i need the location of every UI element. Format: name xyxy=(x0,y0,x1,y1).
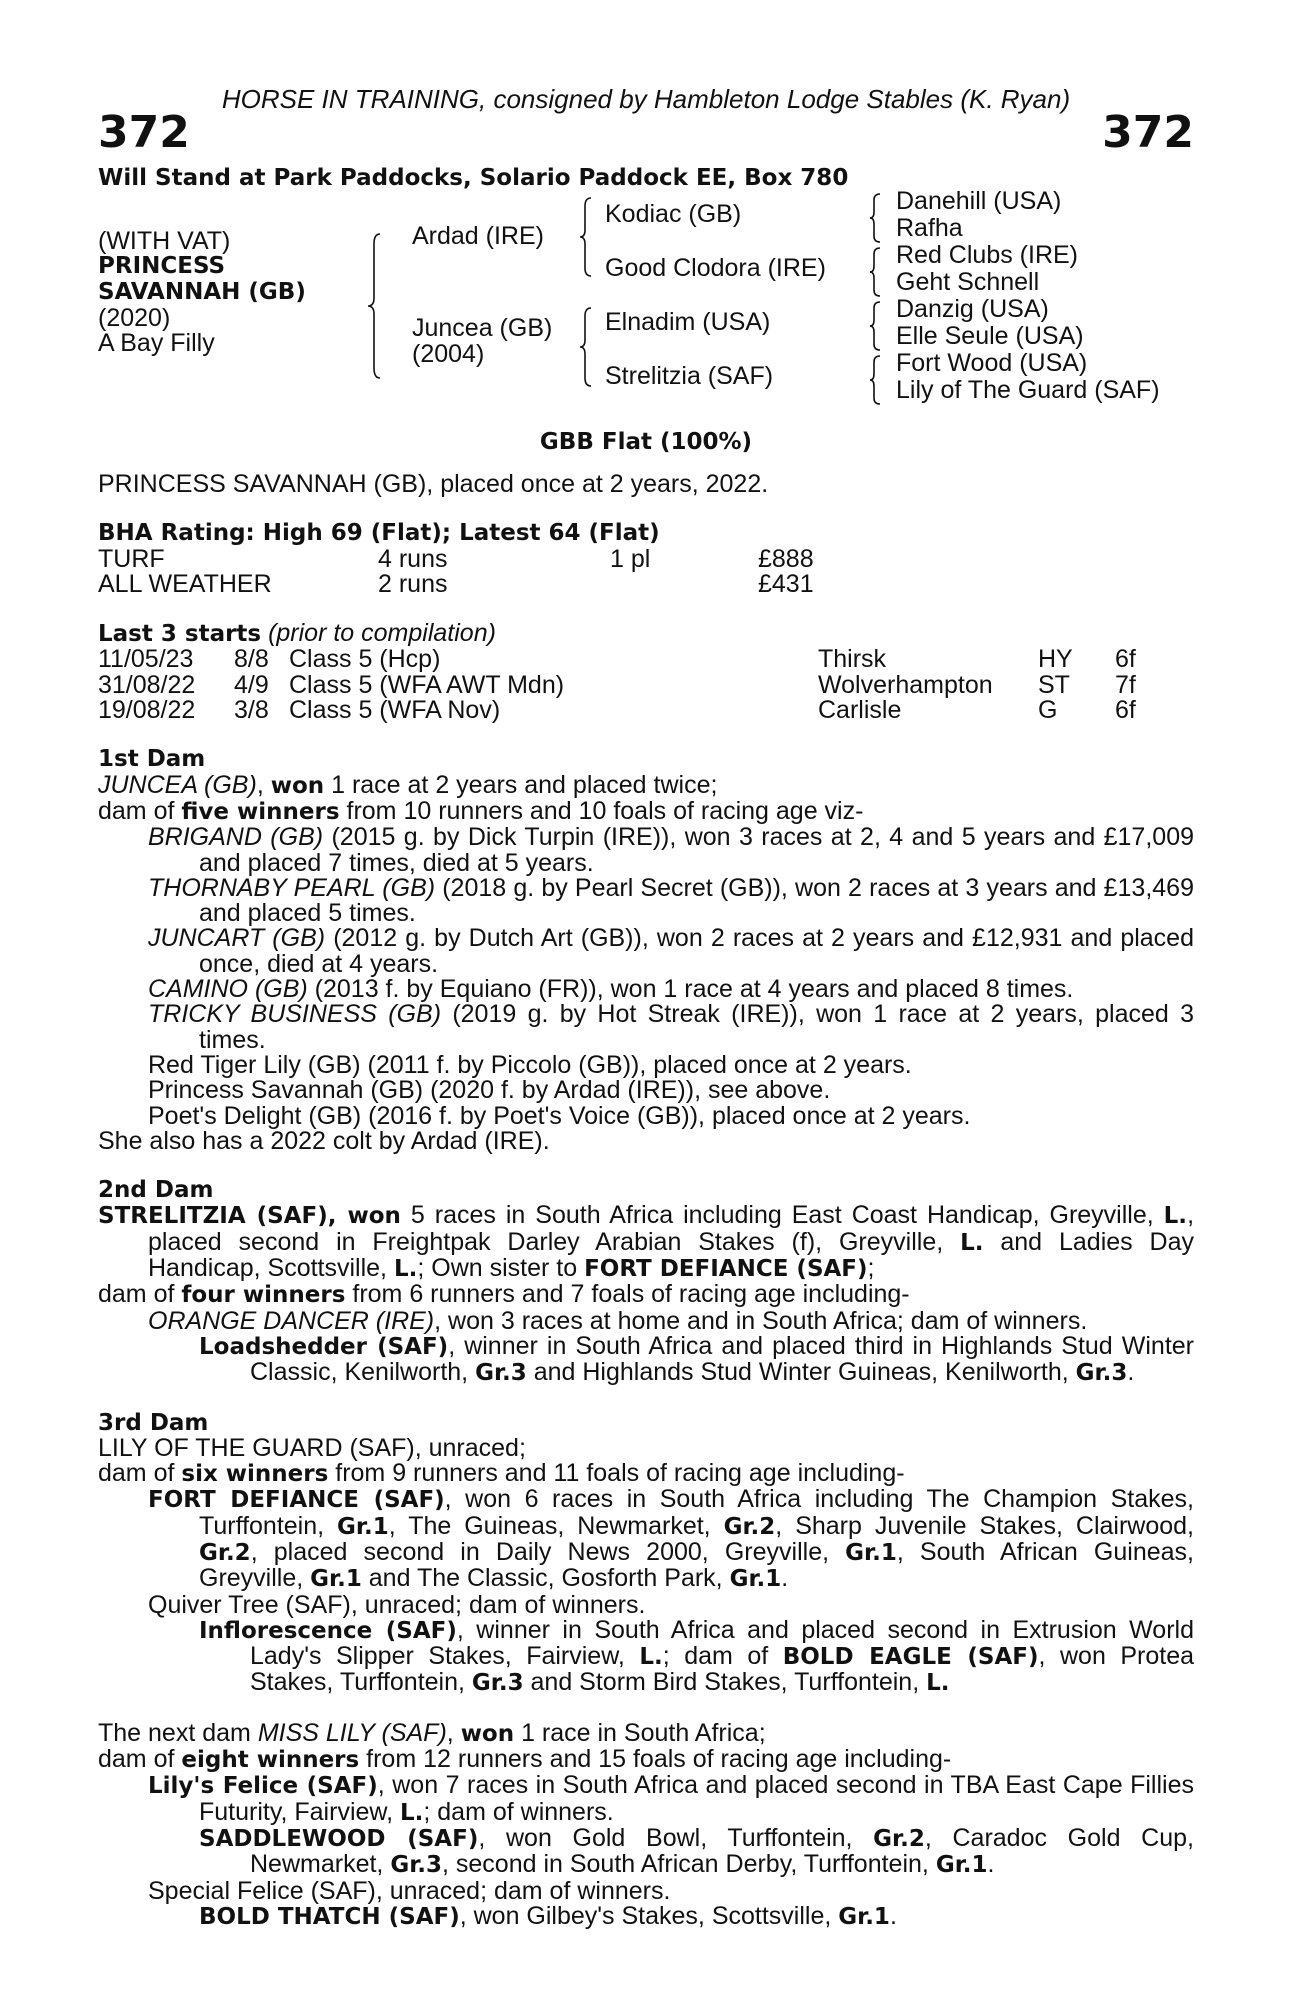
sire-sire-sire: Danehill (USA) xyxy=(896,187,1062,215)
start-course: Carlisle xyxy=(818,696,902,725)
dam: Juncea (GB) xyxy=(412,314,553,342)
start-distance: 6f xyxy=(1115,696,1136,725)
start-distance: 6f xyxy=(1115,645,1136,674)
start-row xyxy=(98,647,1194,672)
start-going: HY xyxy=(1038,645,1073,674)
rating-surface: ALL WEATHER xyxy=(98,569,272,598)
pedigree-table xyxy=(98,187,1194,424)
first-dam-produce-summary: dam of five winners from 10 runners and 10 foals of racing age viz- xyxy=(98,796,864,825)
produce-entry: Quiver Tree (SAF), unraced; dam of winners. xyxy=(148,1590,646,1619)
race-summary: PRINCESS SAVANNAH (GB), placed once at 2 years, 2022. xyxy=(98,470,769,498)
start-position: 8/8 xyxy=(234,645,269,674)
first-dam-record: JUNCEA (GB), won 1 race at 2 years and placed twice; xyxy=(98,770,718,799)
start-course: Thirsk xyxy=(818,645,887,674)
sire: Ardad (IRE) xyxy=(412,222,544,250)
start-position: 3/8 xyxy=(234,696,269,725)
third-dam-heading: 3rd Dam xyxy=(98,1409,209,1436)
produce-entry: Lily's Felice (SAF), won 7 races in South Africa and placed second in TBA East Cape Fillies Futurity, Fairview, L.; dam of winners. xyxy=(148,1771,1194,1826)
sire-sire-dam: Rafha xyxy=(896,214,963,242)
start-race: Class 5 (Hcp) xyxy=(289,645,441,674)
sire-dam: Good Clodora (IRE) xyxy=(605,254,826,282)
horse-sex-colour: A Bay Filly xyxy=(98,329,215,357)
rating-placings: 1 pl xyxy=(610,544,651,573)
second-dam-record: STRELITZIA (SAF), won 5 races in South Africa including East Coast Handicap, Greyville, L., placed second in Freightpak Darley Arabian Stakes (f), Greyville, L. and Ladies Day Handicap, Scottsville, L.; Own sister to FORT DEFIANCE (SAF); xyxy=(98,1201,1195,1283)
dam-sire-sire: Danzig (USA) xyxy=(896,295,1049,323)
rating-prize: £888 xyxy=(758,544,814,573)
dam-dam: Strelitzia (SAF) xyxy=(605,362,774,390)
consignment-line: HORSE IN TRAINING, consigned by Hambleton Lodge Stables (K. Ryan) xyxy=(221,84,1071,114)
brace-ss xyxy=(868,192,884,244)
start-row xyxy=(98,698,1194,723)
produce-entry: Loadshedder (SAF), winner in South Africa and placed third in Highlands Stud Winter Classic, Kenilworth, Gr.3 and Highlands Stud Winter Guineas, Kenilworth, Gr.3. xyxy=(199,1331,1194,1387)
brace-ds xyxy=(868,300,884,352)
start-date: 11/05/23 xyxy=(98,645,194,674)
lot-number-left: 372 xyxy=(98,107,190,158)
start-going: ST xyxy=(1038,670,1070,699)
rating-prize: £431 xyxy=(758,569,814,598)
produce-entry: Red Tiger Lily (GB) (2011 f. by Piccolo (GB)), placed once at 2 years. xyxy=(148,1050,912,1079)
dam-dam-dam: Lily of The Guard (SAF) xyxy=(896,376,1160,404)
next-dam-record: The next dam MISS LILY (SAF), won 1 race in South Africa; xyxy=(98,1718,766,1747)
catalogue-page xyxy=(98,84,1194,1930)
brace-dam xyxy=(578,306,596,388)
third-dam-produce-summary: dam of six winners from 9 runners and 11 foals of racing age including- xyxy=(98,1459,905,1488)
start-row xyxy=(98,670,1194,699)
lot-number-right: 372 xyxy=(1102,107,1194,158)
rating-runs: 2 runs xyxy=(378,569,448,598)
horse-name-line1: PRINCESS xyxy=(98,253,226,279)
dam-year: (2004) xyxy=(412,340,485,368)
first-dam-heading: 1st Dam xyxy=(98,746,206,773)
produce-entry: Inflorescence (SAF), winner in South Africa and placed second in Extrusion World Lady's Slipper Stakes, Fairview, L.; dam of BOLD EAGLE (SAF), won Protea Stakes, Turffontein, Gr.3 and Storm Bird Stakes, Turffontein, L. xyxy=(199,1615,1195,1697)
bha-rating-heading: BHA Rating: High 69 (Flat); Latest 64 (Flat) xyxy=(98,520,660,547)
stand-location: Will Stand at Park Paddocks, Solario Paddock EE, Box 780 xyxy=(98,165,849,191)
start-going: G xyxy=(1038,696,1058,725)
last-starts-heading: Last 3 starts (prior to compilation) xyxy=(98,619,496,648)
lot-number-row xyxy=(98,107,1194,160)
produce-entry: Poet's Delight (GB) (2016 f. by Poet's Voice (GB)), placed once at 2 years. xyxy=(148,1101,971,1130)
start-position: 4/9 xyxy=(234,670,269,699)
start-race: Class 5 (WFA AWT Mdn) xyxy=(289,670,565,699)
next-dam-produce-summary: dam of eight winners from 12 runners and 15 foals of racing age including- xyxy=(98,1745,952,1774)
produce-entry: SADDLEWOOD (SAF), won Gold Bowl, Turffontein, Gr.2, Caradoc Gold Cup, Newmarket, Gr.3, second in South African Derby, Turffontein, Gr.1. xyxy=(199,1823,1194,1879)
sire-dam-dam: Geht Schnell xyxy=(896,268,1040,296)
produce-entry: Special Felice (SAF), unraced; dam of winners. xyxy=(148,1876,671,1905)
brace-gen1 xyxy=(366,232,386,380)
produce-entry: FORT DEFIANCE (SAF), won 6 races in South Africa including The Champion Stakes, Turffontein, Gr.1, The Guineas, Newmarket, Gr.2, Sharp Juvenile Stakes, Clairwood, Gr.2, placed second in Daily News 2000, Greyville, Gr.1, South African Guineas, Greyville, Gr.1 and The Classic, Gosforth Park, Gr.1. xyxy=(148,1485,1194,1593)
dam-sire: Elnadim (USA) xyxy=(605,308,771,336)
brace-dd xyxy=(868,354,884,406)
dam-dam-sire: Fort Wood (USA) xyxy=(896,349,1088,377)
start-race: Class 5 (WFA Nov) xyxy=(289,696,501,725)
brace-sd xyxy=(868,246,884,298)
produce-entry: THORNABY PEARL (GB) (2018 g. by Pearl Secret (GB)), won 2 races at 3 years and £13,469 and placed 5 times. xyxy=(148,873,1194,928)
rating-surface: TURF xyxy=(98,544,165,573)
rating-row-turf xyxy=(98,544,1194,573)
sire-sire: Kodiac (GB) xyxy=(605,200,742,228)
brace-sire xyxy=(578,196,596,278)
foaling-year: (2020) xyxy=(98,304,171,332)
third-dam-record: LILY OF THE GUARD (SAF), unraced; xyxy=(98,1433,526,1462)
start-distance: 7f xyxy=(1115,670,1136,699)
sire-dam-sire: Red Clubs (IRE) xyxy=(896,241,1078,269)
produce-entry: CAMINO (GB) (2013 f. by Equiano (FR)), won 1 race at 4 years and placed 8 times. xyxy=(148,975,1074,1004)
produce-entry: ORANGE DANCER (IRE), won 3 races at home and in South Africa; dam of winners. xyxy=(148,1306,1088,1335)
produce-entry: JUNCART (GB) (2012 g. by Dutch Art (GB)), won 2 races at 2 years and £12,931 and placed once, died at 4 years. xyxy=(148,924,1194,978)
produce-entry: TRICKY BUSINESS (GB) (2019 g. by Hot Streak (IRE)), won 1 race at 2 years, placed 3 times. xyxy=(148,1000,1194,1054)
gbb-flat: GBB Flat (100%) xyxy=(539,429,753,455)
start-date: 19/08/22 xyxy=(98,696,196,725)
produce-entry: BOLD THATCH (SAF), won Gilbey's Stakes, Scottsville, Gr.1. xyxy=(199,1901,897,1930)
second-dam-produce-summary: dam of four winners from 6 runners and 7 foals of racing age including- xyxy=(98,1280,910,1309)
start-course: Wolverhampton xyxy=(818,670,993,699)
produce-entry: Princess Savannah (GB) (2020 f. by Ardad (IRE)), see above. xyxy=(148,1076,831,1105)
start-date: 31/08/22 xyxy=(98,670,196,699)
produce-entry: BRIGAND (GB) (2015 g. by Dick Turpin (IRE)), won 3 races at 2, 4 and 5 years and £17,009 and placed 7 times, died at 5 years. xyxy=(148,823,1194,877)
horse-name-line2: SAVANNAH (GB) xyxy=(98,279,306,305)
rating-runs: 4 runs xyxy=(378,544,448,573)
first-dam-also: She also has a 2022 colt by Ardad (IRE). xyxy=(98,1126,550,1155)
rating-row-all-weather xyxy=(98,569,1194,598)
dam-sire-dam: Elle Seule (USA) xyxy=(896,322,1084,350)
vat-note: (WITH VAT) xyxy=(98,227,231,255)
second-dam-heading: 2nd Dam xyxy=(98,1177,214,1204)
